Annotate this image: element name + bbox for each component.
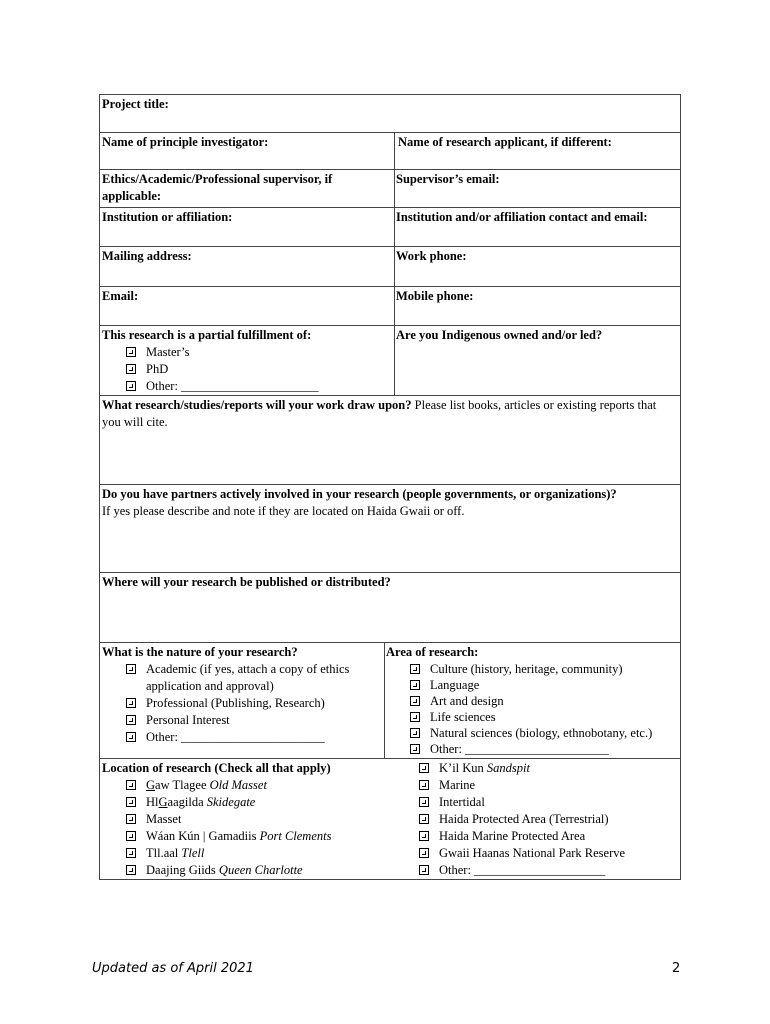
checkbox-icon[interactable] [419,763,429,773]
email-field[interactable] [100,287,394,325]
location-option-intertidal[interactable]: Intertidal [395,794,678,811]
area-option-natural-sciences[interactable]: Natural sciences (biology, ethnobotany, etc.) [386,725,680,741]
partners-field[interactable] [100,485,680,572]
project-title-label: Project title: [102,97,169,111]
checkbox-icon[interactable] [126,347,136,357]
checkbox-icon[interactable] [126,814,136,824]
location-section-left [100,759,400,879]
work-phone-label: Work phone: [396,249,467,263]
location-option-marine[interactable]: Marine [395,777,678,794]
partners-note: If yes please describe and note if they are located on Haida Gwaii or off. [102,504,465,518]
pi-label: Name of principle investigator: [102,135,269,149]
published-label: Where will your research be published or distributed? [102,575,391,589]
page-number: 2 [672,961,681,976]
area-option-art[interactable]: Art and design [386,693,680,709]
mailing-address-field[interactable] [100,247,394,286]
location-section-right [393,759,680,879]
project-title-field[interactable] [100,95,680,132]
applicant-name-field[interactable] [396,133,680,169]
checkbox-icon[interactable] [410,728,420,738]
nature-option-other[interactable]: Other: _______________________ [102,729,382,746]
divider [394,132,395,169]
nature-option-academic-continued: application and approval) [146,679,274,693]
checkbox-icon[interactable] [126,780,136,790]
partners-label: Do you have partners actively involved in your research (people governments, or organizations)? [102,487,617,501]
nature-section [100,643,384,758]
location-options-right [395,760,678,879]
location-option-gwaii-haanas[interactable]: Gwaii Haanas National Park Reserve [395,845,678,862]
nature-option-personal[interactable]: Personal Interest [102,712,382,729]
fulfillment-option-masters[interactable]: Master’s [102,344,392,361]
supervisor-email-label: Supervisor’s email: [396,172,500,186]
area-option-language[interactable]: Language [386,677,680,693]
nature-option-academic[interactable]: Academic (if yes, attach a copy of ethics [102,661,382,678]
checkbox-icon[interactable] [126,732,136,742]
supervisor-email-field[interactable] [394,170,680,207]
checkbox-icon[interactable] [126,664,136,674]
area-option-life-sciences[interactable]: Life sciences [386,709,680,725]
work-phone-field[interactable] [394,247,680,286]
email-label: Email: [102,289,139,303]
area-option-culture[interactable]: Culture (history, heritage, community) [386,661,680,677]
fulfillment-option-phd[interactable]: PhD [102,361,392,378]
research-application-form [99,94,681,880]
location-option-gaw-tlagee[interactable]: Gaw Tlagee Old Masset [102,777,398,794]
location-option-kil-kun[interactable]: K’il Kun Sandspit [395,760,678,777]
checkbox-icon[interactable] [410,680,420,690]
location-option-haida-protected-area[interactable]: Haida Protected Area (Terrestrial) [395,811,678,828]
principal-investigator-field[interactable] [100,133,394,169]
nature-option-professional[interactable]: Professional (Publishing, Research) [102,695,382,712]
mobile-phone-field[interactable] [394,287,680,325]
area-options [386,661,680,757]
studies-label: What research/studies/reports will your work draw upon? [102,398,412,412]
institution-label: Institution or affiliation: [102,210,233,224]
fulfillment-option-other[interactable]: Other: ______________________ [102,378,392,395]
area-section [384,643,680,758]
checkbox-icon[interactable] [419,865,429,875]
location-option-masset[interactable]: Masset [102,811,398,828]
supervisor-field[interactable] [100,170,390,207]
location-options-left [102,777,398,879]
checkbox-icon[interactable] [126,848,136,858]
indigenous-field[interactable] [394,326,680,395]
nature-label: What is the nature of your research? [102,645,298,659]
fulfillment-options [102,344,392,395]
checkbox-icon[interactable] [410,744,420,754]
checkbox-icon[interactable] [410,664,420,674]
location-option-haida-marine-protected-area[interactable]: Haida Marine Protected Area [395,828,678,845]
mailing-label: Mailing address: [102,249,192,263]
indigenous-label: Are you Indigenous owned and/or led? [396,328,603,342]
checkbox-icon[interactable] [410,696,420,706]
published-field[interactable] [100,573,680,642]
institution-contact-field[interactable] [394,208,680,246]
studies-field[interactable] [100,396,680,484]
checkbox-icon[interactable] [126,865,136,875]
checkbox-icon[interactable] [126,797,136,807]
institution-contact-label: Institution and/or affiliation contact and email: [396,210,648,224]
checkbox-icon[interactable] [126,381,136,391]
checkbox-icon[interactable] [419,780,429,790]
institution-field[interactable] [100,208,394,246]
checkbox-icon[interactable] [419,814,429,824]
fulfillment-label: This research is a partial fulfillment of: [102,328,312,342]
checkbox-icon[interactable] [126,831,136,841]
nature-options [102,661,382,746]
location-option-other[interactable]: Other: _____________________ [395,862,678,879]
checkbox-icon[interactable] [419,831,429,841]
checkbox-icon[interactable] [410,712,420,722]
supervisor-label: Ethics/Academic/Professional supervisor, if applicable: [102,172,333,203]
checkbox-icon[interactable] [126,698,136,708]
checkbox-icon[interactable] [419,848,429,858]
mobile-label: Mobile phone: [396,289,474,303]
area-option-other[interactable]: Other: _______________________ [386,741,680,757]
checkbox-icon[interactable] [419,797,429,807]
studies-note: Please list books, articles or existing reports that you will cite. [102,398,657,429]
location-option-tllaal[interactable]: Tll.aal Tlell [102,845,398,862]
checkbox-icon[interactable] [126,364,136,374]
location-label: Location of research (Check all that apply) [102,761,331,775]
updated-date: Updated as of April 2021 [92,961,254,976]
fulfillment-section [100,326,394,395]
area-label: Area of research: [386,645,479,659]
location-option-waan-kun[interactable]: Wáan Kún | Gamadiis Port Clements [102,828,398,845]
checkbox-icon[interactable] [126,715,136,725]
applicant-label: Name of research applicant, if different: [398,135,612,149]
location-option-hlgaagilda[interactable]: HlGaagilda Skidegate [102,794,398,811]
location-option-daajing-giids[interactable]: Daajing Giids Queen Charlotte [102,862,398,879]
